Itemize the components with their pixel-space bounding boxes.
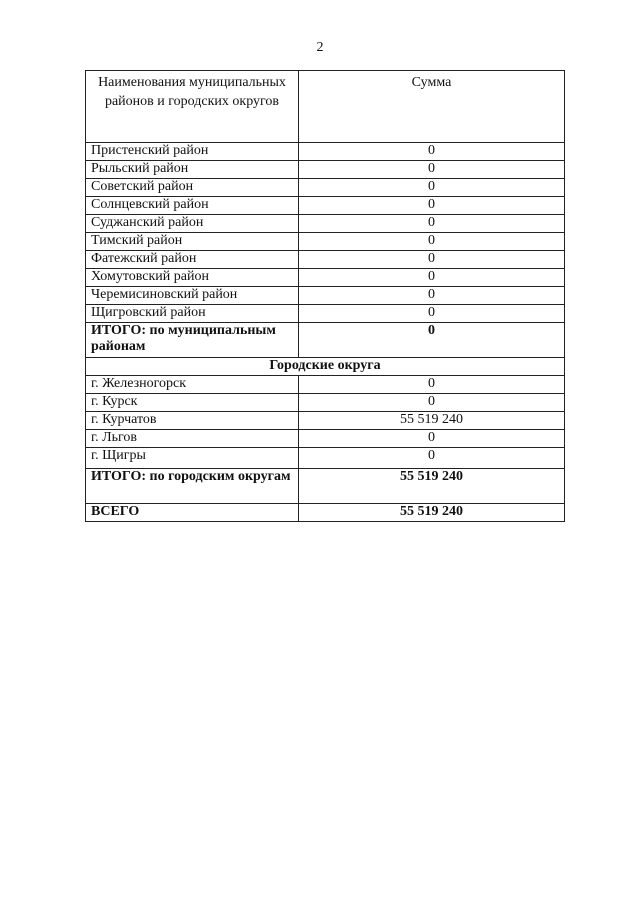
district-name: Суджанский район	[86, 215, 299, 233]
table-row	[86, 143, 565, 161]
city-name: г. Щигры	[86, 448, 299, 469]
district-sum: 0	[299, 269, 565, 287]
cities-total-row	[86, 469, 565, 504]
table-row	[86, 251, 565, 269]
district-sum: 0	[299, 287, 565, 305]
table-row	[86, 394, 565, 412]
district-sum: 0	[299, 143, 565, 161]
table-row	[86, 305, 565, 323]
district-name: Солнцевский район	[86, 197, 299, 215]
district-sum: 0	[299, 305, 565, 323]
district-sum: 0	[299, 233, 565, 251]
districts-total-row	[86, 323, 565, 358]
district-sum: 0	[299, 197, 565, 215]
grand-total-row	[86, 504, 565, 522]
city-sum: 55 519 240	[299, 412, 565, 430]
table-row	[86, 179, 565, 197]
table-row	[86, 215, 565, 233]
header-name-cell: Наименования муниципальных районов и городских округов	[86, 71, 299, 143]
header-sum-cell: Сумма	[299, 71, 565, 143]
city-sum: 0	[299, 376, 565, 394]
table-header-row	[86, 71, 565, 143]
table-row	[86, 197, 565, 215]
grand-total-sum: 55 519 240	[299, 504, 565, 522]
district-sum: 0	[299, 251, 565, 269]
city-name: г. Курск	[86, 394, 299, 412]
district-sum: 0	[299, 179, 565, 197]
city-name: г. Курчатов	[86, 412, 299, 430]
district-name: Пристенский район	[86, 143, 299, 161]
district-name: Фатежский район	[86, 251, 299, 269]
district-sum: 0	[299, 215, 565, 233]
cities-section-title: Городские округа	[86, 358, 565, 376]
table-row	[86, 269, 565, 287]
table-row	[86, 412, 565, 430]
page-number: 2	[316, 40, 324, 55]
table-row	[86, 287, 565, 305]
city-sum: 0	[299, 448, 565, 469]
district-name: Щигровский район	[86, 305, 299, 323]
table-row	[86, 233, 565, 251]
grand-total-label: ВСЕГО	[86, 504, 299, 522]
district-name: Советский район	[86, 179, 299, 197]
city-sum: 0	[299, 394, 565, 412]
city-name: г. Железногорск	[86, 376, 299, 394]
cities-total-sum: 55 519 240	[299, 469, 565, 504]
table-row	[86, 161, 565, 179]
table-row	[86, 430, 565, 448]
district-name: Черемисиновский район	[86, 287, 299, 305]
cities-total-label: ИТОГО: по городским округам	[86, 469, 299, 504]
cities-section-row	[86, 358, 565, 376]
district-name: Тимский район	[86, 233, 299, 251]
districts-total-label: ИТОГО: по муниципальным районам	[86, 323, 299, 358]
table-row	[86, 448, 565, 469]
districts-total-sum: 0	[299, 323, 565, 358]
table-row	[86, 376, 565, 394]
city-sum: 0	[299, 430, 565, 448]
budget-table	[85, 70, 565, 522]
district-name: Хомутовский район	[86, 269, 299, 287]
district-name: Рыльский район	[86, 161, 299, 179]
city-name: г. Льгов	[86, 430, 299, 448]
district-sum: 0	[299, 161, 565, 179]
